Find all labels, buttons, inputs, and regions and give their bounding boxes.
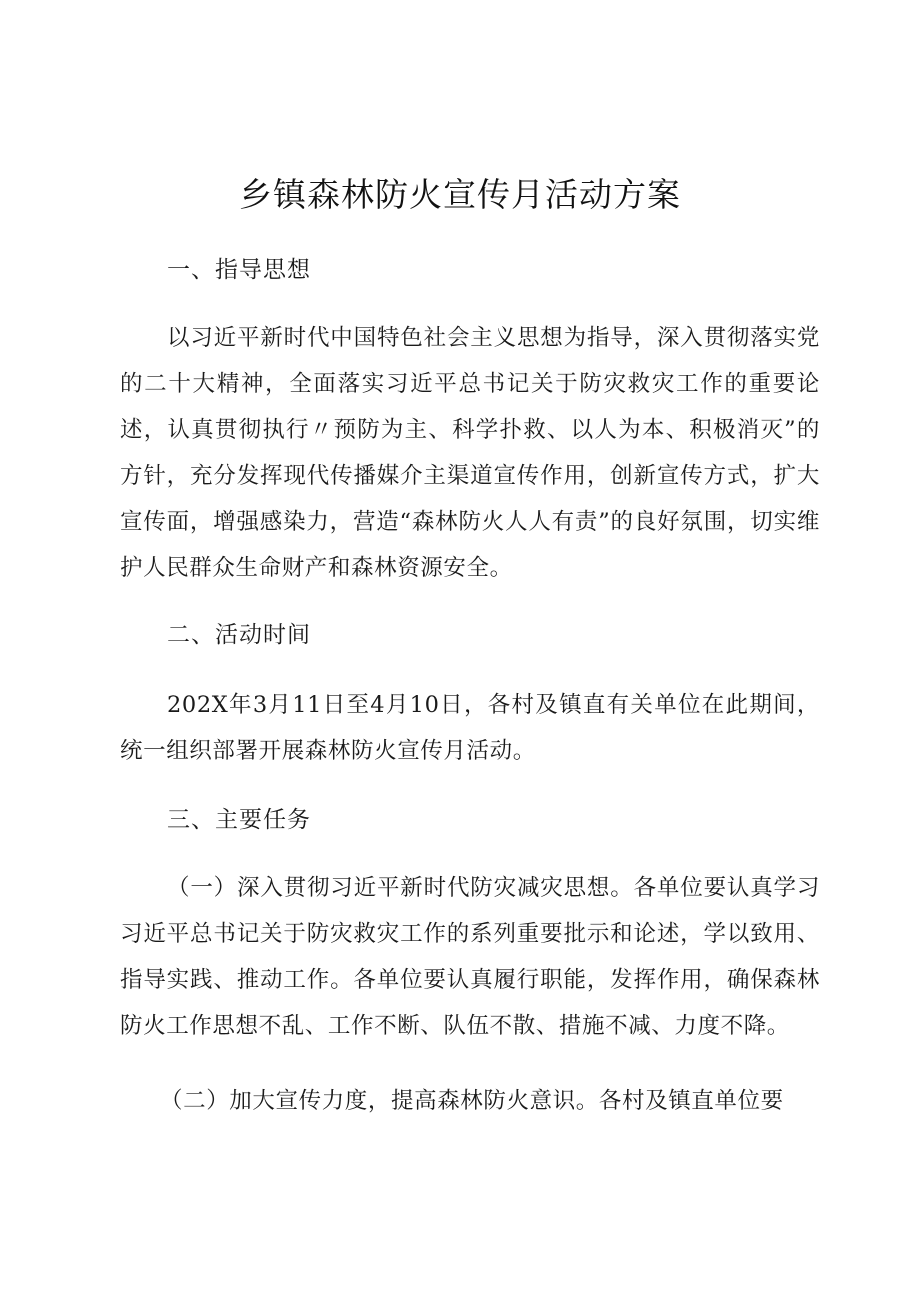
document-title: 乡镇森林防火宣传月活动方案 [239,175,681,214]
section-heading-main-tasks: 三、主要任务 [167,807,311,833]
section-heading-guiding-ideology: 一、指导思想 [167,257,311,283]
paragraph-guiding-ideology: 以习近平新时代中国特色社会主义思想为指导，深入贯彻落实党的二十大精神，全面落实习近平总书记关于防灾救灾工作的重要论述，认真贯彻执行〃预防为主、科学扑救、以人为本、积极消灭”的方针，充分发挥现代传播媒介主渠道宣传作用，创新宣传方式，扩大宣传面，增强感染力，营造“森林防火人人有责”的良好氛围，切实维护人民群众生命财产和森林资源安全。 [120,325,820,581]
paragraph-task-two: （二）加大宣传力度，提高森林防火意识。各村及镇直单位要 [160,1088,784,1114]
section-heading-activity-time: 二、活动时间 [167,622,311,648]
paragraph-activity-time: 202X年3月11日至4月10日，各村及镇直有关单位在此期间，统一组织部署开展森林防火宣传月活动。 [120,692,820,764]
paragraph-task-one: （一）深入贯彻习近平新时代防灾减灾思想。各单位要认真学习习近平总书记关于防灾救灾工作的系列重要批示和论述，学以致用、指导实践、推动工作。各单位要认真履行职能，发挥作用，确保森林防火工作思想不乱、工作不断、队伍不散、措施不减、力度不降。 [120,875,820,1039]
